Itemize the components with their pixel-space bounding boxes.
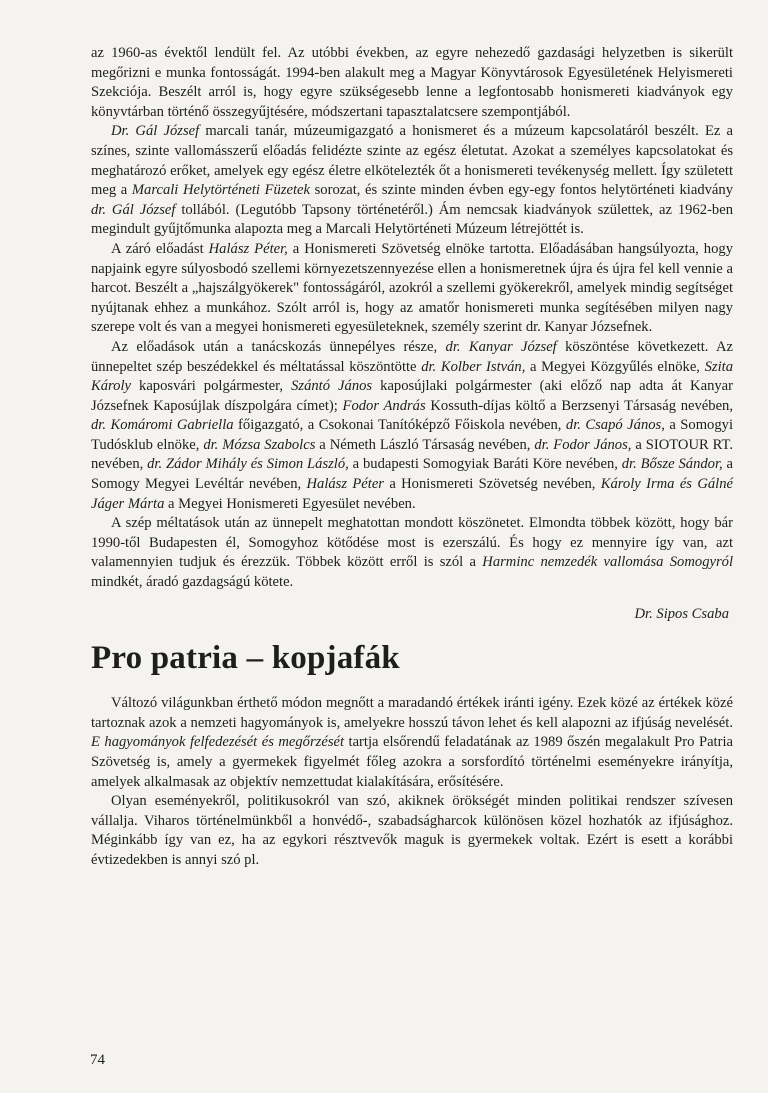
person-name: Halász Péter,	[208, 240, 288, 257]
paragraph-pro-patria-1: Változó világunkban érthető módon megnőtt a maradandó értékek iránti igény. Ezek közé az értékek közé tartoznak azok a nemzeti hagyományok is, amelyekre hosszú távon lehet és kell alapozni az ifjúság nevelését. E hagyományok felfedezését és megőrzését tartja elsőrendű feladatának az 1989 őszén megalakult Pro Patria Szövetség is, amely a gyermekek figyelmét főleg azokra a sorsfordító történelmi eseményekre irányítja, amelyek alkalmasak az objektív nemzettudat kialakítására, erősítésére.	[91, 695, 733, 790]
person-name: dr. Kanyar József	[445, 338, 557, 355]
person-name: dr. Fodor János,	[534, 436, 632, 453]
person-name: Halász Péter	[306, 476, 384, 493]
person-name: dr. Mózsa Szabolcs	[203, 436, 316, 453]
author-signature: Dr. Sipos Csaba	[634, 605, 729, 622]
person-name: Károly Irma és Gálné Jáger Márta	[91, 476, 733, 512]
person-name: Fodor András	[342, 397, 426, 414]
person-name: dr. Bősze Sándor,	[621, 456, 723, 473]
article-title: Pro patria – kopjafák	[91, 640, 400, 677]
emphasis-text: E hagyományok felfedezését és megőrzését	[91, 734, 345, 751]
person-name: dr. Komáromi Gabriella	[91, 417, 234, 434]
paragraph-pro-patria-2: Olyan eseményekről, politikusokról van szó, akiknek örökségét minden politikai rendszer szívesen vállalja. Viharos történelmünkből a honvédő-, szabadságharcok különösen közel hozhatók az ifjúsághoz. Méginkább így van ez, ha az egykori résztvevők maguk is gyermekek voltak. Ezért is esett a korábbi évtizedekben is annyi szó pl.	[91, 793, 733, 868]
person-name: Dr. Gál József	[111, 123, 200, 140]
paragraph-halasz-peter: A záró előadást Halász Péter, a Honismereti Szövetség elnöke tartotta. Előadásában hangsúlyozta, hogy napjaink egyre súlyosbodó szellemi környezetszennyezése ellen a honismeretnek újra és újra fel kell vennie a harcot. Beszélt a „hajszálgyökerek" fontosságáról, azokról a szellemi gyökerekről, amelyek mindig segítséget nyújtanak ehhez a munkához. Szólt arról is, hogy az amatőr honismereti munka segítésében milyen nagy szerepe volt és van a megyei honismereti egyesületeknek, személy szerint dr. Kanyar Józsefnek.	[91, 240, 733, 336]
person-name: dr. Csapó János,	[565, 417, 665, 434]
paragraph-thanks: A szép méltatások után az ünnepelt meghatottan mondott köszönetet. Elmondta többek között, hogy bár 1990-től Budapesten él, Somogyhoz kötődése most is ezerszálú. És hogy ez mennyire így van, azt valamennyien tudjuk és érezzük. Többek között erről is szól a Harminc nemzedék vallomása Somogyról mindkét, áradó gazdagságú kötete.	[91, 515, 734, 591]
person-name: Szántó János	[291, 378, 373, 395]
text-column	[91, 44, 733, 871]
book-title: Harminc nemzedék vallomása Somogyról	[482, 554, 734, 571]
paragraph-gal-jozsef: Dr. Gál József marcali tanár, múzeumigazgató a honismeret és a múzeum kapcsolatáról beszélt. Ez a színes, szinte vallomásszerű előadás felidézte szinte az egész életutat. Azokat a személyes kapcsolatokat és meghatározó erőket, amelyek egy egész életre elkötelezték őt a honismereti tevékenység mellett. Így született meg a Marcali Helytörténeti Füzetek sorozat, és szinte minden évben egy-egy fontos helytörténeti kiadvány dr. Gál József tollából. (Legutóbb Tapsony történetéről.) Ám nemcsak kiadványok születtek, az 1962-ben megindult gyűjtőmunka alapozta meg a Marcali Helytörténeti Múzeum létrejöttét is.	[91, 123, 733, 238]
paragraph-intro: az 1960-as évektől lendült fel. Az utóbbi években, az egyre nehezedő gazdasági helyzetben is sikerült megőrizni e munka fontosságát. 1994-ben alakult meg a Magyar Könyvtárosok Egyesületének Helyismereti Szekciója. Beszélt arról is, hogy egyre szükségesebb lenne a legfontosabb honismereti kiadványok egy könyvtárban történő összegyűjtésére, módszertani tapasztalatcsere szempontjából.	[91, 45, 733, 120]
person-name: Szita Károly	[91, 358, 733, 395]
person-name: dr. Zádor Mihály és Simon László,	[147, 456, 349, 473]
person-name: dr. Kolber István,	[421, 358, 526, 375]
series-title: Marcali Helytörténeti Füzetek	[131, 182, 310, 199]
person-name: dr. Gál József	[91, 201, 176, 218]
paragraph-ceremony: Az előadások után a tanácskozás ünnepélyes része, dr. Kanyar József köszöntése következett. Az ünnepeltet szép beszédekkel és méltatással köszöntötte dr. Kolber István, a Megyei Közgyűlés elnöke, Szita Károly kaposvári polgármester, Szántó János kaposújlaki polgármester (aki előző nap adta át Kanyar Józsefnek Kaposújlak díszpolgára címet); Fodor András Kossuth-díjas költő a Berzsenyi Társaság nevében, dr. Komáromi Gabriella főigazgató, a Csokonai Tanítóképző Főiskola nevében, dr. Csapó János, a Somogyi Tudósklub elnöke, dr. Mózsa Szabolcs a Németh László Társaság nevében, dr. Fodor János, a SIOTOUR RT. nevében, dr. Zádor Mihály és Simon László, a budapesti Somogyiak Baráti Köre nevében, dr. Bősze Sándor, a Somogy Megyei Levéltár nevében, Halász Péter a Honismereti Szövetség nevében, Károly Irma és Gálné Jáger Márta a Megyei Honismereti Egyesület nevében.	[91, 338, 734, 512]
page-number: 74	[90, 1052, 105, 1068]
